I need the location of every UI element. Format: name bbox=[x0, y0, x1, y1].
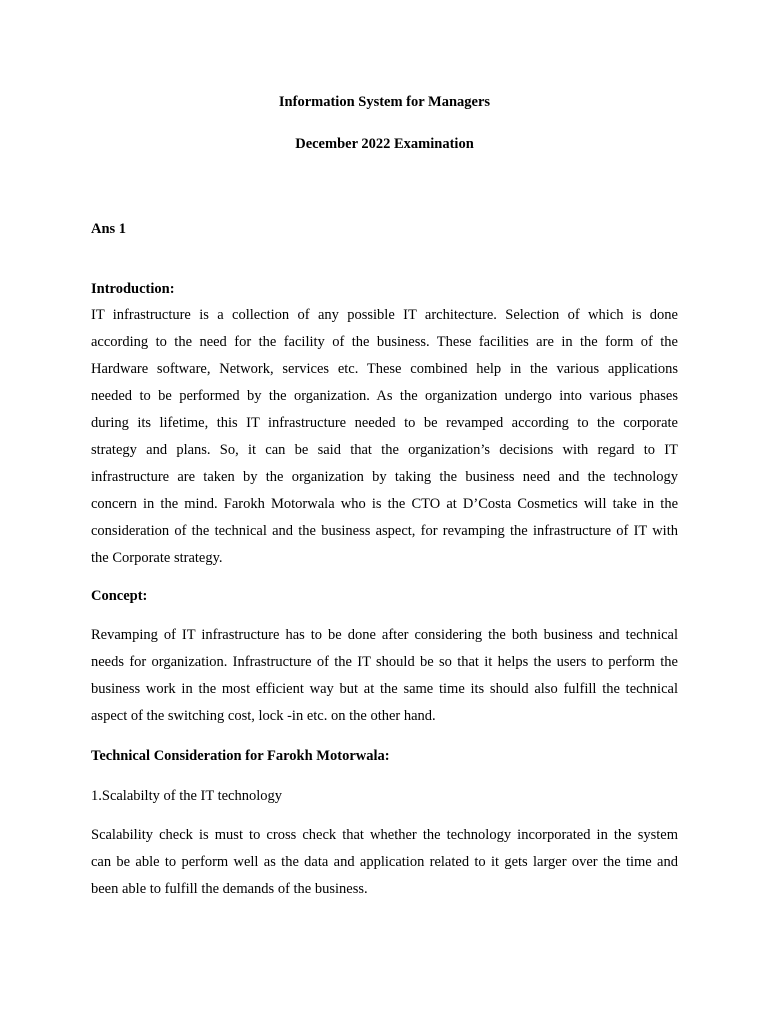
paragraph-line: IT infrastructure is a collection of any possible IT architecture. Selection of which is done bbox=[91, 307, 678, 323]
technical-heading: Technical Consideration for Farokh Motorwala: bbox=[91, 748, 390, 764]
paragraph-line: business work in the most efficient way but at the same time its should also fulfill the technical bbox=[91, 681, 678, 697]
paragraph-line: during its lifetime, this IT infrastructure needed to be revamped according to the corporate bbox=[91, 415, 678, 431]
paragraph-line: Revamping of IT infrastructure has to be done after considering the both business and technical bbox=[91, 627, 678, 643]
paragraph-line: infrastructure are taken by the organization by taking the business need and the technology bbox=[91, 469, 678, 485]
paragraph-line: been able to fulfill the demands of the business. bbox=[91, 881, 368, 897]
paragraph-line: Scalability check is must to cross check that whether the technology incorporated in the system bbox=[91, 827, 678, 843]
document-subtitle: December 2022 Examination bbox=[295, 136, 474, 152]
scalability-paragraph bbox=[91, 826, 678, 907]
paragraph-line: needed to be performed by the organization. As the organization undergo into various phases bbox=[91, 388, 678, 404]
introduction-paragraph bbox=[91, 306, 678, 576]
answer-label: Ans 1 bbox=[91, 221, 127, 237]
paragraph-line: strategy and plans. So, it can be said that the organization’s decisions with regard to IT bbox=[91, 442, 678, 458]
paragraph-line: concern in the mind. Farokh Motorwala who is the CTO at D’Costa Cosmetics will take in the bbox=[91, 496, 678, 512]
document-title: Information System for Managers bbox=[278, 94, 491, 110]
paragraph-line: aspect of the switching cost, lock -in etc. on the other hand. bbox=[91, 708, 436, 724]
concept-paragraph bbox=[91, 626, 678, 734]
introduction-heading: Introduction: bbox=[91, 281, 175, 297]
concept-heading: Concept: bbox=[91, 588, 148, 604]
paragraph-line: the Corporate strategy. bbox=[91, 550, 223, 566]
paragraph-line: can be able to perform well as the data and application related to it gets larger over the time and bbox=[91, 854, 678, 870]
paragraph-line: needs for organization. Infrastructure of the IT should be so that it helps the users to perform the bbox=[91, 654, 678, 670]
paragraph-line: consideration of the technical and the business aspect, for revamping the infrastructure of IT with bbox=[91, 523, 678, 539]
paragraph-line: according to the need for the facility of the business. These facilities are in the form of the bbox=[91, 334, 678, 350]
scalability-item: 1.Scalabilty of the IT technology bbox=[91, 788, 283, 804]
document-page bbox=[91, 0, 678, 1024]
paragraph-line: Hardware software, Network, services etc. These combined help in the various applications bbox=[91, 361, 678, 377]
